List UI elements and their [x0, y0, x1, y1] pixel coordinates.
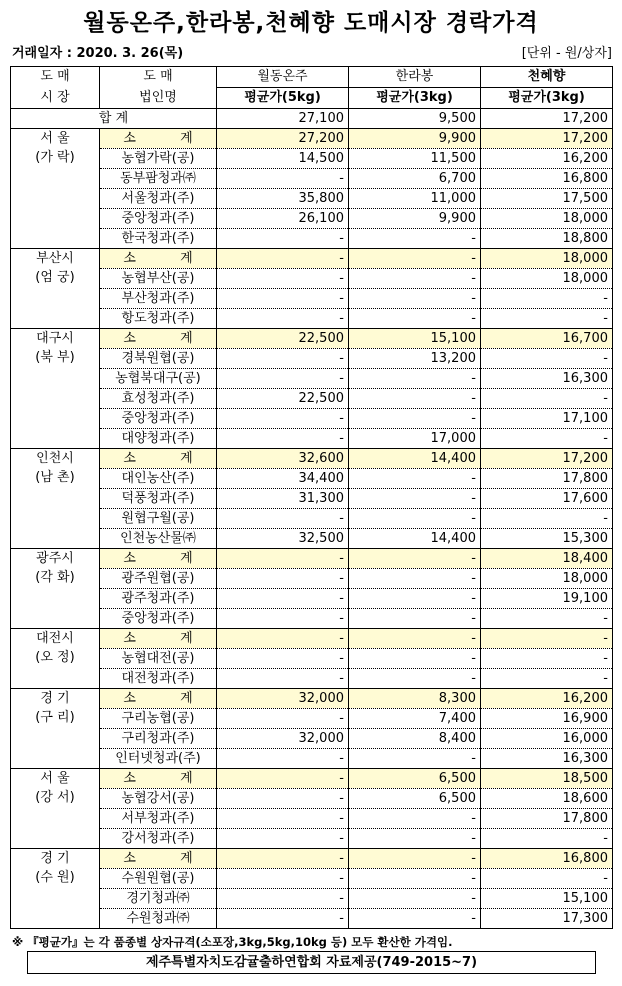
subtotal-label: 소 계	[100, 849, 217, 869]
price-cell: 16,200	[481, 149, 613, 169]
price-cell: 18,000	[481, 269, 613, 289]
price-cell: 18,000	[481, 249, 613, 269]
table-row	[11, 289, 613, 309]
price-cell: -	[217, 369, 349, 389]
price-cell: 22,500	[217, 389, 349, 409]
region-name: 대전시	[36, 631, 74, 646]
price-cell: -	[481, 629, 613, 649]
region-district: (수 원)	[35, 870, 75, 885]
trade-date: 거래일자 : 2020. 3. 26(목)	[12, 46, 184, 61]
price-cell: -	[349, 269, 481, 289]
table-row	[11, 189, 613, 209]
price-cell: 6,500	[349, 769, 481, 789]
table-row	[11, 389, 613, 409]
price-cell: -	[349, 849, 481, 869]
table-row	[11, 609, 613, 629]
corp-name: 중앙청과(주)	[100, 209, 217, 229]
subtotal-row	[11, 849, 613, 869]
price-cell: 15,300	[481, 529, 613, 549]
price-cell: -	[217, 909, 349, 929]
subtotal-label: 소 계	[100, 129, 217, 149]
price-cell: 14,500	[217, 149, 349, 169]
price-cell: 15,100	[481, 889, 613, 909]
price-cell: -	[349, 869, 481, 889]
price-cell: 15,100	[349, 329, 481, 349]
region-district: (남 촌)	[35, 470, 75, 485]
header-row-bottom	[11, 88, 613, 109]
header-corp-top: 도 매	[100, 67, 217, 88]
price-cell: 32,000	[217, 689, 349, 709]
corp-name: 수원원협(공)	[100, 869, 217, 889]
corp-name: 항도청과(주)	[100, 309, 217, 329]
header-avg-3: 평균가(3kg)	[481, 88, 613, 109]
price-cell: 17,000	[349, 429, 481, 449]
price-cell: -	[349, 629, 481, 649]
price-cell: -	[217, 429, 349, 449]
region-name: 인천시	[36, 451, 74, 466]
table-row	[11, 269, 613, 289]
price-cell: -	[349, 569, 481, 589]
price-cell: -	[217, 789, 349, 809]
price-cell: -	[217, 669, 349, 689]
price-cell: 17,600	[481, 489, 613, 509]
price-cell: -	[349, 809, 481, 829]
region-name: 광주시	[36, 551, 74, 566]
header-item-3: 천혜향	[481, 67, 613, 88]
region-district: (강 서)	[35, 790, 75, 805]
region-name: 경 기	[40, 851, 70, 866]
region-cell	[11, 689, 100, 769]
subtotal-row	[11, 769, 613, 789]
table-row	[11, 509, 613, 529]
region-cell	[11, 849, 100, 929]
subtotal-label: 소 계	[100, 329, 217, 349]
price-cell: -	[217, 649, 349, 669]
price-cell: -	[349, 909, 481, 929]
region-cell	[11, 769, 100, 849]
price-cell: -	[217, 769, 349, 789]
price-cell: -	[217, 249, 349, 269]
corp-name: 중앙청과(주)	[100, 409, 217, 429]
subtotal-row	[11, 629, 613, 649]
price-cell: -	[481, 349, 613, 369]
table-row	[11, 909, 613, 929]
corp-name: 원협구월(공)	[100, 509, 217, 529]
total-value-1: 27,100	[217, 109, 349, 129]
price-cell: -	[481, 649, 613, 669]
region-district: (가 락)	[35, 150, 75, 165]
table-row	[11, 669, 613, 689]
corp-name: 광주원협(공)	[100, 569, 217, 589]
corp-name: 농협부산(공)	[100, 269, 217, 289]
price-cell: 19,100	[481, 589, 613, 609]
price-cell: -	[481, 289, 613, 309]
table-row	[11, 309, 613, 329]
header-market-top: 도 매	[11, 67, 100, 88]
price-cell: -	[349, 229, 481, 249]
price-cell: -	[217, 569, 349, 589]
corp-name: 농협강서(공)	[100, 789, 217, 809]
price-cell: -	[349, 609, 481, 629]
price-cell: 16,800	[481, 849, 613, 869]
price-cell: 17,200	[481, 449, 613, 469]
header-market-bottom: 시 장	[11, 88, 100, 109]
table-row	[11, 749, 613, 769]
price-cell: -	[217, 349, 349, 369]
table-row	[11, 469, 613, 489]
header-item-2: 한라봉	[349, 67, 481, 88]
price-cell: -	[349, 489, 481, 509]
price-cell: 18,000	[481, 209, 613, 229]
price-cell: 27,200	[217, 129, 349, 149]
info-line	[12, 42, 612, 60]
subtotal-label: 소 계	[100, 249, 217, 269]
region-district: (북 부)	[35, 350, 75, 365]
table-row	[11, 209, 613, 229]
corp-name: 농협대전(공)	[100, 649, 217, 669]
price-cell: -	[349, 889, 481, 909]
price-cell: 11,500	[349, 149, 481, 169]
subtotal-label: 소 계	[100, 449, 217, 469]
subtotal-label: 소 계	[100, 769, 217, 789]
table-row	[11, 889, 613, 909]
region-district: (오 정)	[35, 650, 75, 665]
price-cell: 7,400	[349, 709, 481, 729]
corp-name: 농협북대구(공)	[100, 369, 217, 389]
subtotal-label: 소 계	[100, 689, 217, 709]
total-value-2: 9,500	[349, 109, 481, 129]
price-cell: 11,000	[349, 189, 481, 209]
table-row	[11, 409, 613, 429]
price-cell: -	[349, 409, 481, 429]
region-district: (각 화)	[35, 570, 75, 585]
table-row	[11, 369, 613, 389]
price-cell: 18,000	[481, 569, 613, 589]
price-cell: -	[349, 469, 481, 489]
corp-name: 광주청과(주)	[100, 589, 217, 609]
price-cell: -	[217, 829, 349, 849]
price-cell: -	[217, 809, 349, 829]
subtotal-label: 소 계	[100, 549, 217, 569]
price-cell: 17,800	[481, 469, 613, 489]
table-row	[11, 709, 613, 729]
corp-name: 경북원협(공)	[100, 349, 217, 369]
price-cell: 14,400	[349, 529, 481, 549]
corp-name: 덕풍청과(주)	[100, 489, 217, 509]
price-cell: 18,600	[481, 789, 613, 809]
price-cell: 16,700	[481, 329, 613, 349]
price-cell: 18,400	[481, 549, 613, 569]
price-cell: -	[217, 509, 349, 529]
price-cell: -	[217, 589, 349, 609]
price-cell: 8,300	[349, 689, 481, 709]
price-cell: -	[217, 409, 349, 429]
corp-name: 한국청과(주)	[100, 229, 217, 249]
price-cell: 17,800	[481, 809, 613, 829]
corp-name: 중앙청과(주)	[100, 609, 217, 629]
price-cell: 16,200	[481, 689, 613, 709]
price-cell: -	[217, 269, 349, 289]
corp-name: 서울청과(주)	[100, 189, 217, 209]
price-cell: -	[349, 389, 481, 409]
table-row	[11, 829, 613, 849]
header-item-1: 월동온주	[217, 67, 349, 88]
table-row	[11, 229, 613, 249]
price-cell: -	[349, 749, 481, 769]
total-row	[11, 109, 613, 129]
price-cell: 22,500	[217, 329, 349, 349]
region-name: 서 울	[40, 771, 70, 786]
header-row-top	[11, 67, 613, 88]
table-row	[11, 589, 613, 609]
corp-name: 동부팜청과㈜	[100, 169, 217, 189]
corp-name: 경기청과㈜	[100, 889, 217, 909]
corp-name: 구리농협(공)	[100, 709, 217, 729]
subtotal-row	[11, 249, 613, 269]
price-cell: 18,500	[481, 769, 613, 789]
price-cell: -	[217, 869, 349, 889]
total-label: 합 계	[11, 109, 217, 129]
price-cell: 17,100	[481, 409, 613, 429]
price-cell: -	[349, 309, 481, 329]
corp-name: 서부청과(주)	[100, 809, 217, 829]
region-cell	[11, 329, 100, 449]
price-cell: -	[349, 549, 481, 569]
subtotal-row	[11, 329, 613, 349]
price-cell: -	[481, 869, 613, 889]
subtotal-row	[11, 449, 613, 469]
price-cell: -	[349, 589, 481, 609]
price-cell: 6,500	[349, 789, 481, 809]
corp-name: 대전청과(주)	[100, 669, 217, 689]
price-cell: -	[481, 669, 613, 689]
price-cell: 32,500	[217, 529, 349, 549]
price-cell: -	[481, 309, 613, 329]
price-cell: -	[217, 289, 349, 309]
subtotal-row	[11, 549, 613, 569]
region-name: 서 울	[40, 131, 70, 146]
table-row	[11, 429, 613, 449]
header-avg-2: 평균가(3kg)	[349, 88, 481, 109]
corp-name: 효성청과(주)	[100, 389, 217, 409]
corp-name: 인터넷청과(주)	[100, 749, 217, 769]
corp-name: 구리청과(주)	[100, 729, 217, 749]
price-cell: 26,100	[217, 209, 349, 229]
subtotal-row	[11, 129, 613, 149]
corp-name: 대인농산(주)	[100, 469, 217, 489]
region-district: (구 리)	[35, 710, 75, 725]
price-cell: -	[217, 549, 349, 569]
page-title: 월동온주,한라봉,천혜향 도매시장 경락가격	[83, 10, 539, 36]
table-row	[11, 649, 613, 669]
region-name: 부산시	[36, 251, 74, 266]
price-cell: -	[217, 849, 349, 869]
subtotal-row	[11, 689, 613, 709]
price-cell: -	[481, 389, 613, 409]
region-cell	[11, 249, 100, 329]
total-value-3: 17,200	[481, 109, 613, 129]
price-cell: -	[217, 309, 349, 329]
region-cell	[11, 549, 100, 629]
price-cell: -	[481, 609, 613, 629]
table-row	[11, 169, 613, 189]
region-name: 경 기	[40, 691, 70, 706]
region-cell	[11, 129, 100, 249]
corp-name: 부산청과(주)	[100, 289, 217, 309]
source-box: 제주특별자치도감귤출하연합회 자료제공(749-2015~7)	[27, 951, 596, 974]
price-cell: 16,000	[481, 729, 613, 749]
price-cell: 17,200	[481, 129, 613, 149]
header-corp-bottom: 법인명	[100, 88, 217, 109]
price-cell: 34,400	[217, 469, 349, 489]
price-cell: -	[349, 829, 481, 849]
price-cell: -	[217, 229, 349, 249]
table-row	[11, 529, 613, 549]
price-cell: 32,600	[217, 449, 349, 469]
table-row	[11, 149, 613, 169]
corp-name: 대양청과(주)	[100, 429, 217, 449]
footnote: ※ 『평균가』는 각 품종별 상자규격(소포장,3kg,5kg,10kg 등) 모두 환산한 가격임.	[12, 935, 453, 949]
region-name: 대구시	[36, 331, 74, 346]
price-cell: -	[349, 249, 481, 269]
price-cell: -	[217, 709, 349, 729]
table-row	[11, 729, 613, 749]
corp-name: 강서청과(주)	[100, 829, 217, 849]
price-cell: -	[217, 169, 349, 189]
price-cell: -	[349, 289, 481, 309]
price-cell: 17,500	[481, 189, 613, 209]
price-cell: 9,900	[349, 209, 481, 229]
price-cell: 8,400	[349, 729, 481, 749]
table-row	[11, 569, 613, 589]
price-cell: -	[349, 509, 481, 529]
price-cell: 14,400	[349, 449, 481, 469]
corp-name: 인천농산물㈜	[100, 529, 217, 549]
price-cell: -	[349, 649, 481, 669]
price-cell: 18,800	[481, 229, 613, 249]
table-row	[11, 809, 613, 829]
table-row	[11, 869, 613, 889]
price-cell: -	[481, 509, 613, 529]
price-cell: 16,800	[481, 169, 613, 189]
price-cell: -	[349, 369, 481, 389]
unit-label: [단위 - 원/상자]	[521, 46, 612, 61]
region-district: (엄 궁)	[35, 270, 75, 285]
price-cell: 16,300	[481, 749, 613, 769]
price-cell: 16,900	[481, 709, 613, 729]
corp-name: 수원청과㈜	[100, 909, 217, 929]
price-cell: 31,300	[217, 489, 349, 509]
table-row	[11, 489, 613, 509]
region-cell	[11, 449, 100, 549]
header-avg-1: 평균가(5kg)	[217, 88, 349, 109]
price-cell: 17,300	[481, 909, 613, 929]
price-cell: -	[349, 669, 481, 689]
price-cell: 6,700	[349, 169, 481, 189]
price-cell: -	[481, 429, 613, 449]
region-cell	[11, 629, 100, 689]
price-cell: -	[217, 629, 349, 649]
table-row	[11, 349, 613, 369]
corp-name: 농협가락(공)	[100, 149, 217, 169]
price-cell: 35,800	[217, 189, 349, 209]
table-row	[11, 789, 613, 809]
subtotal-label: 소 계	[100, 629, 217, 649]
price-cell: -	[217, 889, 349, 909]
price-cell: -	[217, 749, 349, 769]
price-cell: 16,300	[481, 369, 613, 389]
price-cell: 9,900	[349, 129, 481, 149]
price-cell: -	[217, 609, 349, 629]
price-cell: 32,000	[217, 729, 349, 749]
price-cell: 13,200	[349, 349, 481, 369]
price-cell: -	[481, 829, 613, 849]
price-table	[10, 66, 613, 929]
